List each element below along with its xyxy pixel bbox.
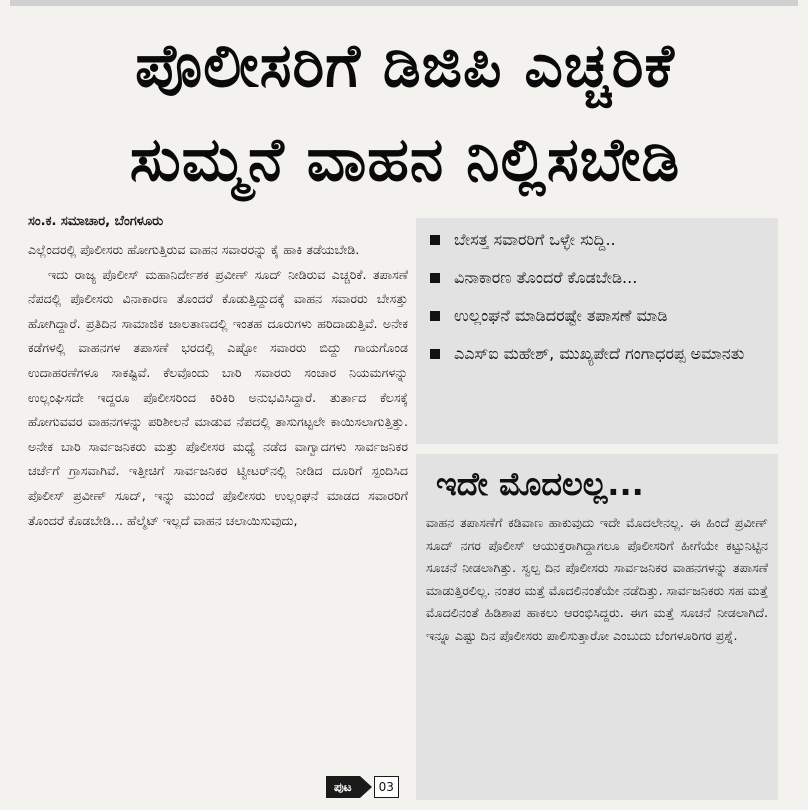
- sidebar-title: ಇದೇ ಮೊದಲಲ್ಲ...: [436, 465, 644, 503]
- square-bullet-icon: [430, 235, 440, 245]
- article-paragraph-1: ಎಲ್ಲೆಂದರಲ್ಲಿ ಪೊಲೀಸರು ಹೋಗುತ್ತಿರುವ ವಾಹನ ಸವಾರರನ್ನು ಕೈ ಹಾಕಿ ತಡೆಯಬೇಡಿ.: [28, 242, 360, 257]
- dateline: ಸಂ.ಕ. ಸಮಾಚಾರ, ಬೆಂಗಳೂರು: [28, 214, 164, 229]
- highlight-item: [430, 266, 766, 290]
- continuation-page-number: 03: [374, 776, 399, 798]
- article-body: [28, 238, 408, 800]
- headline-line-2: ಸುಮ್ಮನೆ ವಾಹನ ನಿಲ್ಲಿಸಬೇಡಿ: [129, 125, 681, 195]
- square-bullet-icon: [430, 273, 440, 283]
- highlight-item: [430, 228, 766, 252]
- highlight-text: ಉಲ್ಲಂಘನೆ ಮಾಡಿದರಷ್ಟೇ ತಪಾಸಣೆ ಮಾಡಿ: [454, 306, 668, 325]
- highlight-text: ವಿನಾಕಾರಣ ತೊಂದರೆ ಕೊಡಬೇಡಿ...: [454, 268, 638, 287]
- article-paragraph-2: ಇದು ರಾಜ್ಯ ಪೊಲೀಸ್ ಮಹಾನಿರ್ದೇಶಕ ಪ್ರವೀಣ್ ಸೂದ್ ನೀಡಿರುವ ಎಚ್ಚರಿಕೆ. ತಪಾಸಣೆ ನೆಪದಲ್ಲಿ ಪೊಲೀಸರು ವಿನಾಕಾರಣ ತೊಂದರೆ ಕೊಡುತ್ತಿದ್ದುದಕ್ಕೆ ವಾಹನ ಸವಾರರು ಬೇಸತ್ತು ಹೋಗಿದ್ದಾರೆ. ಪ್ರತಿದಿನ ಸಾಮಾಜಿಕ ಜಾಲತಾಣದಲ್ಲಿ ಇಂತಹ ದೂರುಗಳು ಹರಿದಾಡುತ್ತಿವೆ. ಅನೇಕ ಕಡೆಗಳಲ್ಲಿ ವಾಹನಗಳ ತಪಾಸಣೆ ಭರದಲ್ಲಿ ಎಷ್ಟೋ ಸವಾರರು ಬಿದ್ದು ಗಾಯಗೊಂಡ ಉದಾಹರಣೆಗಳೂ ಸಾಕಷ್ಟಿವೆ. ಕೆಲವೊಂದು ಬಾರಿ ಸವಾರರು ಸಂಚಾರ ನಿಯಮಗಳನ್ನು ಉಲ್ಲಂಘಿಸದೇ ಇದ್ದರೂ ಪೊಲೀಸರಿಂದ ಕಿರಿಕಿರಿ ಅನುಭವಿಸಿದ್ದಾರೆ. ತುರ್ತಾದ ಕೆಲಸಕ್ಕೆ ಹೋಗುವವರ ವಾಹನಗಳನ್ನು ಪರಿಶೀಲನೆ ಮಾಡುವ ನೆಪದಲ್ಲಿ ತಾಸುಗಟ್ಟಲೇ ಕಾಯಿಸಲಾಗುತ್ತಿತ್ತು. ಅನೇಕ ಬಾರಿ ಸಾರ್ವಜನಿಕರು ಮತ್ತು ಪೊಲೀಸರ ಮಧ್ಯೆ ನಡೆದ ವಾಗ್ವಾದಗಳು ಸಾರ್ವಜನಿಕರ ಚರ್ಚೆಗೆ ಗ್ರಾಸವಾಗಿವೆ. ಇತ್ತೀಚಿಗೆ ಸಾರ್ವಜನಿಕರ ಟ್ವೀಟರ್‌ನಲ್ಲಿ ನೀಡಿದ ದೂರಿಗೆ ಸ್ಪಂದಿಸಿದ ಪೊಲೀಸ್ ಪ್ರವೀಣ್ ಸೂದ್, ಇನ್ನು ಮುಂದೆ ಪೊಲೀಸರು ಉಲ್ಲಂಘನೆ ಮಾಡದ ಸವಾರರಿಗೆ ತೊಂದರೆ ಕೊಡಬೇಡಿ... ಹೆಲ್ಮೆಟ್ ಇಲ್ಲದೆ ವಾಹನ ಚಲಾಯಿಸುವುದು,: [28, 266, 408, 528]
- highlights-box: [416, 218, 778, 444]
- sidebar-body: ವಾಹನ ತಪಾಸಣೆಗೆ ಕಡಿವಾಣ ಹಾಕುವುದು ಇದೇ ಮೊದಲೇನಲ್ಲ. ಈ ಹಿಂದೆ ಪ್ರವೀಣ್ ಸೂದ್ ನಗರ ಪೊಲೀಸ್ ಆಯುಕ್ತರಾಗಿದ್ದಾಗಲೂ ಪೊಲೀಸರಿಗೆ ಹೀಗೆಯೇ ಕಟ್ಟುನಿಟ್ಟಿನ ಸೂಚನೆ ನೀಡಲಾಗಿತ್ತು. ಸ್ವಲ್ಪ ದಿನ ಪೊಲೀಸರು ಸಾರ್ವಜನಿಕರ ವಾಹನಗಳನ್ನು ತಪಾಸಣೆ ಮಾಡುತ್ತಿರಲಿಲ್ಲ. ನಂತರ ಮತ್ತೆ ಮೊದಲಿನಂತೆಯೇ ನಡೆದಿತ್ತು. ಸಾರ್ವಜನಿಕರು ಸಹ ಮತ್ತೆ ಮೊದಲಿನಂತೆ ಹಿಡಿಶಾಪ ಹಾಕಲು ಆರಂಭಿಸಿದ್ದರು. ಈಗ ಮತ್ತೆ ಸೂಚನೆ ನೀಡಲಾಗಿದೆ. ಇನ್ನೂ ಎಷ್ಟು ದಿನ ಪೊಲೀಸರು ಪಾಲಿಸುತ್ತಾರೋ ಎಂಬುದು ಬೆಂಗಳೂರಿಗರ ಪ್ರಶ್ನೆ.: [426, 515, 768, 643]
- highlight-item: [430, 342, 766, 366]
- square-bullet-icon: [430, 311, 440, 321]
- arrow-right-icon: [360, 776, 372, 798]
- continuation-marker: [326, 776, 399, 798]
- page-edge: [10, 0, 798, 6]
- highlight-text: ಬೇಸತ್ತ ಸವಾರರಿಗೆ ಒಳ್ಳೇ ಸುದ್ದಿ..: [454, 230, 616, 249]
- continuation-label: ಪುಟ: [326, 776, 360, 798]
- sidebar-box: [416, 454, 778, 800]
- highlight-item: [430, 304, 766, 328]
- headline-line-1: ಪೊಲೀಸರಿಗೆ ಡಿಜಿಪಿ ಎಚ್ಚರಿಕೆ: [135, 31, 675, 101]
- highlight-text: ಎಎಸ್‌ಐ ಮಹೇಶ್, ಮುಖ್ಯಪೇದೆ ಗಂಗಾಧರಪ್ಪ ಅಮಾನತು: [454, 344, 745, 363]
- square-bullet-icon: [430, 349, 440, 359]
